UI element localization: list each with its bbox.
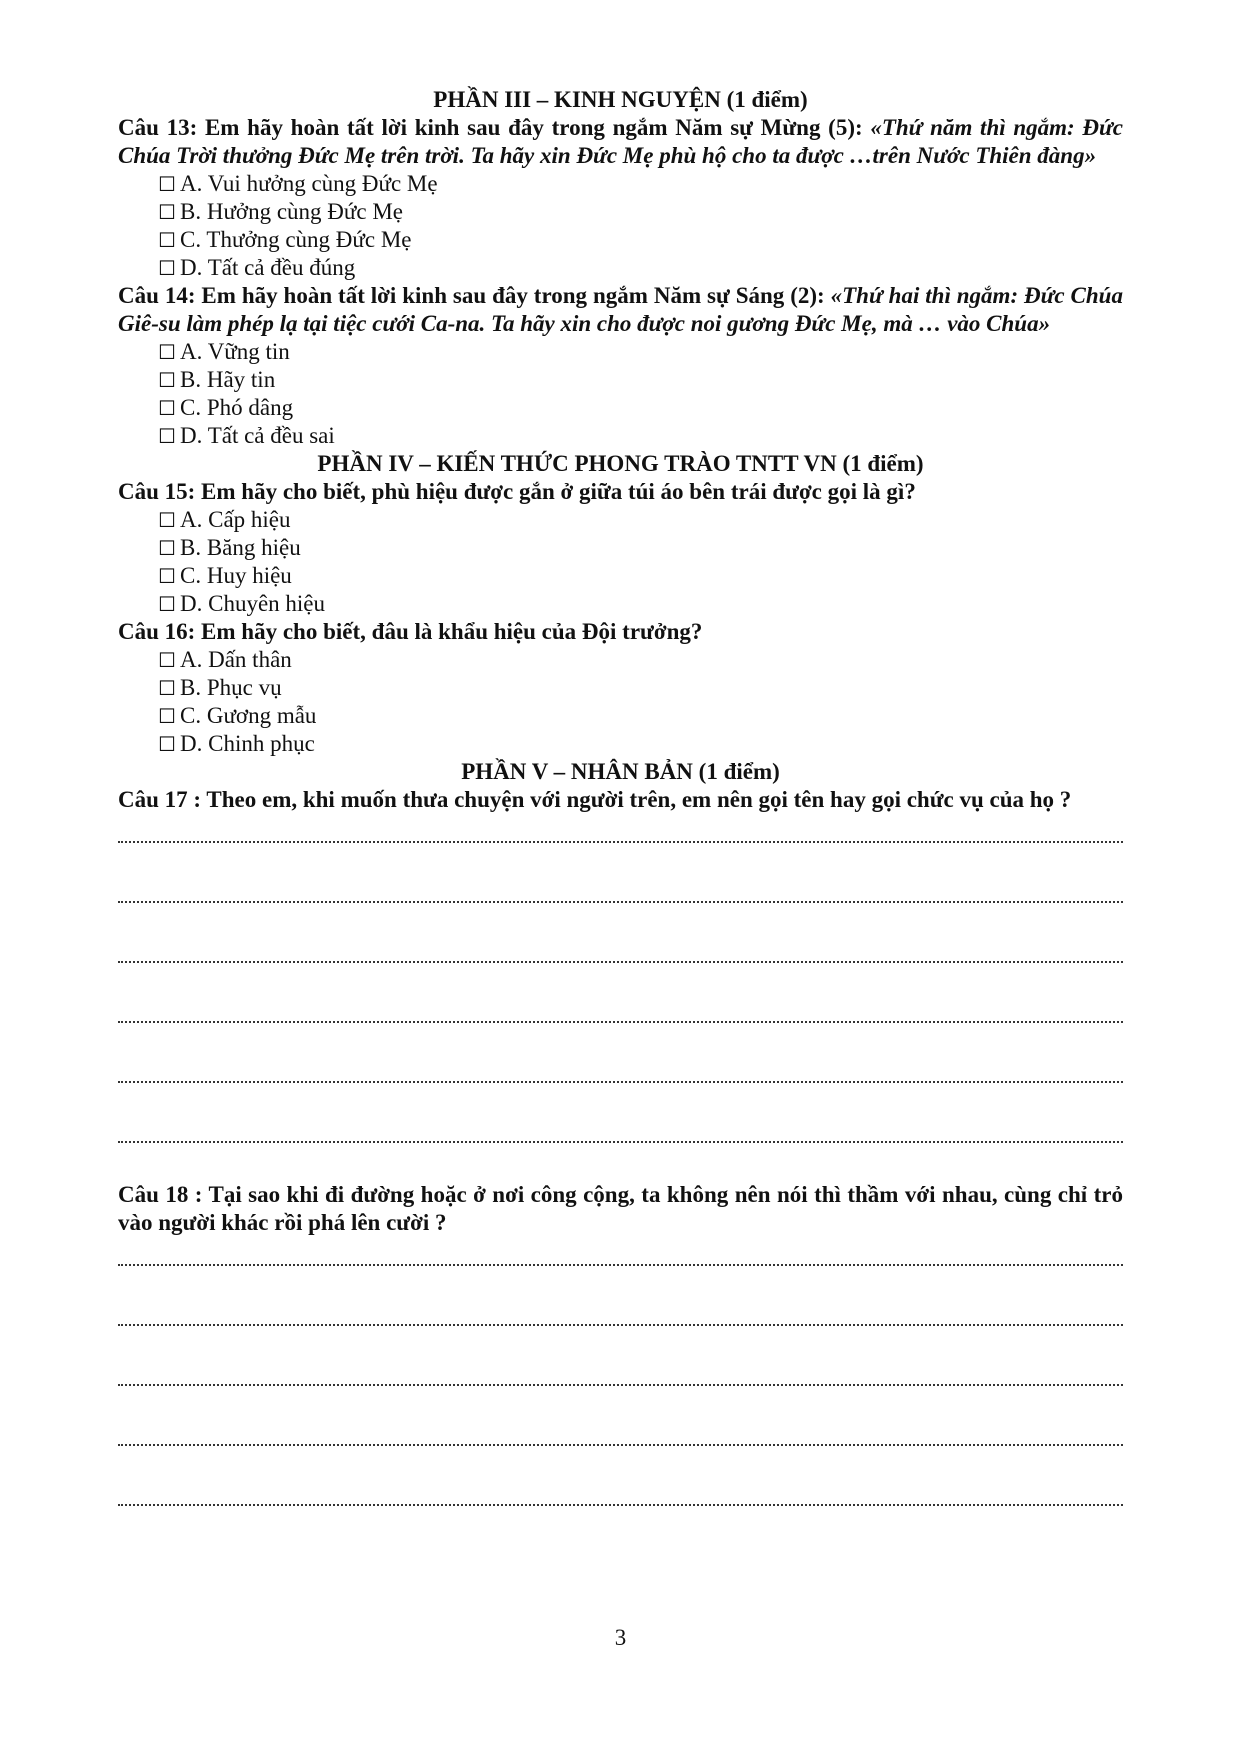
answer-line[interactable] <box>118 1263 1123 1266</box>
question-16 <box>118 618 1123 646</box>
checkbox-icon[interactable]: ☐ <box>158 676 176 700</box>
option-label: B. Băng hiệu <box>180 535 301 560</box>
question-quote: «Thứ năm thì ngắm: Đức Chúa Trời thưởng Đức Mẹ trên trời. Ta hãy xin Đức Mẹ phù hộ cho ta được …trên Nước Thiên đàng» <box>118 115 1123 168</box>
option-13-c[interactable] <box>118 226 1123 254</box>
option-16-a[interactable] <box>118 646 1123 674</box>
checkbox-icon[interactable]: ☐ <box>158 396 176 420</box>
question-quote: «Thứ hai thì ngắm: Đức Chúa Giê-su làm phép lạ tại tiệc cưới Ca-na. Ta hãy xin cho được noi gương Đức Mẹ, mà … vào Chúa» <box>118 283 1123 336</box>
question-18 <box>118 1181 1123 1237</box>
question-stem: Câu 14: Em hãy hoàn tất lời kinh sau đây trong ngắm Năm sự Sáng (2): <box>118 283 831 308</box>
option-label: A. Vui hưởng cùng Đức Mẹ <box>180 171 438 196</box>
checkbox-icon[interactable]: ☐ <box>158 564 176 588</box>
checkbox-icon[interactable]: ☐ <box>158 228 176 252</box>
option-label: C. Gương mẫu <box>180 703 317 728</box>
answer-line[interactable] <box>118 1140 1123 1143</box>
answer-area-17[interactable] <box>118 840 1123 1143</box>
option-14-b[interactable] <box>118 366 1123 394</box>
page-content <box>118 86 1123 1506</box>
answer-area-18[interactable] <box>118 1263 1123 1506</box>
option-15-c[interactable] <box>118 562 1123 590</box>
option-14-d[interactable] <box>118 422 1123 450</box>
option-label: B. Hưởng cùng Đức Mẹ <box>180 199 403 224</box>
checkbox-icon[interactable]: ☐ <box>158 368 176 392</box>
checkbox-icon[interactable]: ☐ <box>158 340 176 364</box>
option-label: D. Tất cả đều sai <box>180 423 335 448</box>
option-label: D. Tất cả đều đúng <box>180 255 356 280</box>
section-heading-5: PHẦN V – NHÂN BẢN (1 điểm) <box>461 759 780 784</box>
section-heading-3: PHẦN III – KINH NGUYỆN (1 điểm) <box>433 87 808 112</box>
option-label: C. Huy hiệu <box>180 563 292 588</box>
option-label: A. Vững tin <box>180 339 290 364</box>
option-label: C. Thưởng cùng Đức Mẹ <box>180 227 412 252</box>
option-14-c[interactable] <box>118 394 1123 422</box>
checkbox-icon[interactable]: ☐ <box>158 424 176 448</box>
option-label: A. Cấp hiệu <box>180 507 291 532</box>
question-stem: Câu 17 : Theo em, khi muốn thưa chuyện với người trên, em nên gọi tên hay gọi chức vụ của họ ? <box>118 787 1072 812</box>
option-16-c[interactable] <box>118 702 1123 730</box>
question-14 <box>118 282 1123 338</box>
checkbox-icon[interactable]: ☐ <box>158 256 176 280</box>
question-stem: Câu 16: Em hãy cho biết, đâu là khẩu hiệu của Đội trưởng? <box>118 619 703 644</box>
answer-line[interactable] <box>118 900 1123 903</box>
option-label: D. Chinh phục <box>180 731 315 756</box>
answer-line[interactable] <box>118 960 1123 963</box>
question-13 <box>118 114 1123 170</box>
answer-line[interactable] <box>118 1080 1123 1083</box>
answer-line[interactable] <box>118 1503 1123 1506</box>
option-label: B. Phục vụ <box>180 675 282 700</box>
option-14-a[interactable] <box>118 338 1123 366</box>
option-13-b[interactable] <box>118 198 1123 226</box>
checkbox-icon[interactable]: ☐ <box>158 592 176 616</box>
question-15 <box>118 478 1123 506</box>
option-13-a[interactable] <box>118 170 1123 198</box>
option-label: B. Hãy tin <box>180 367 276 392</box>
question-stem: Câu 18 : Tại sao khi đi đường hoặc ở nơi công cộng, ta không nên nói thì thầm với nhau, cùng chỉ trỏ vào người khác rồi phá lên cười ? <box>118 1182 1123 1235</box>
option-label: D. Chuyên hiệu <box>180 591 326 616</box>
question-stem: Câu 15: Em hãy cho biết, phù hiệu được gắn ở giữa túi áo bên trái được gọi là gì? <box>118 479 916 504</box>
checkbox-icon[interactable]: ☐ <box>158 172 176 196</box>
answer-line[interactable] <box>118 840 1123 843</box>
section-heading-4: PHẦN IV – KIẾN THỨC PHONG TRÀO TNTT VN (1 điểm) <box>317 451 924 476</box>
option-16-b[interactable] <box>118 674 1123 702</box>
option-13-d[interactable] <box>118 254 1123 282</box>
answer-line[interactable] <box>118 1323 1123 1326</box>
checkbox-icon[interactable]: ☐ <box>158 732 176 756</box>
option-16-d[interactable] <box>118 730 1123 758</box>
answer-line[interactable] <box>118 1443 1123 1446</box>
checkbox-icon[interactable]: ☐ <box>158 704 176 728</box>
option-label: A. Dấn thân <box>180 647 292 672</box>
option-label: C. Phó dâng <box>180 395 294 420</box>
option-15-a[interactable] <box>118 506 1123 534</box>
checkbox-icon[interactable]: ☐ <box>158 648 176 672</box>
question-stem: Câu 13: Em hãy hoàn tất lời kinh sau đây trong ngắm Năm sự Mừng (5): <box>118 115 871 140</box>
checkbox-icon[interactable]: ☐ <box>158 536 176 560</box>
page-number: 3 <box>614 1625 627 1650</box>
checkbox-icon[interactable]: ☐ <box>158 200 176 224</box>
question-17 <box>118 786 1123 814</box>
answer-line[interactable] <box>118 1383 1123 1386</box>
answer-line[interactable] <box>118 1020 1123 1023</box>
option-15-b[interactable] <box>118 534 1123 562</box>
checkbox-icon[interactable]: ☐ <box>158 508 176 532</box>
option-15-d[interactable] <box>118 590 1123 618</box>
